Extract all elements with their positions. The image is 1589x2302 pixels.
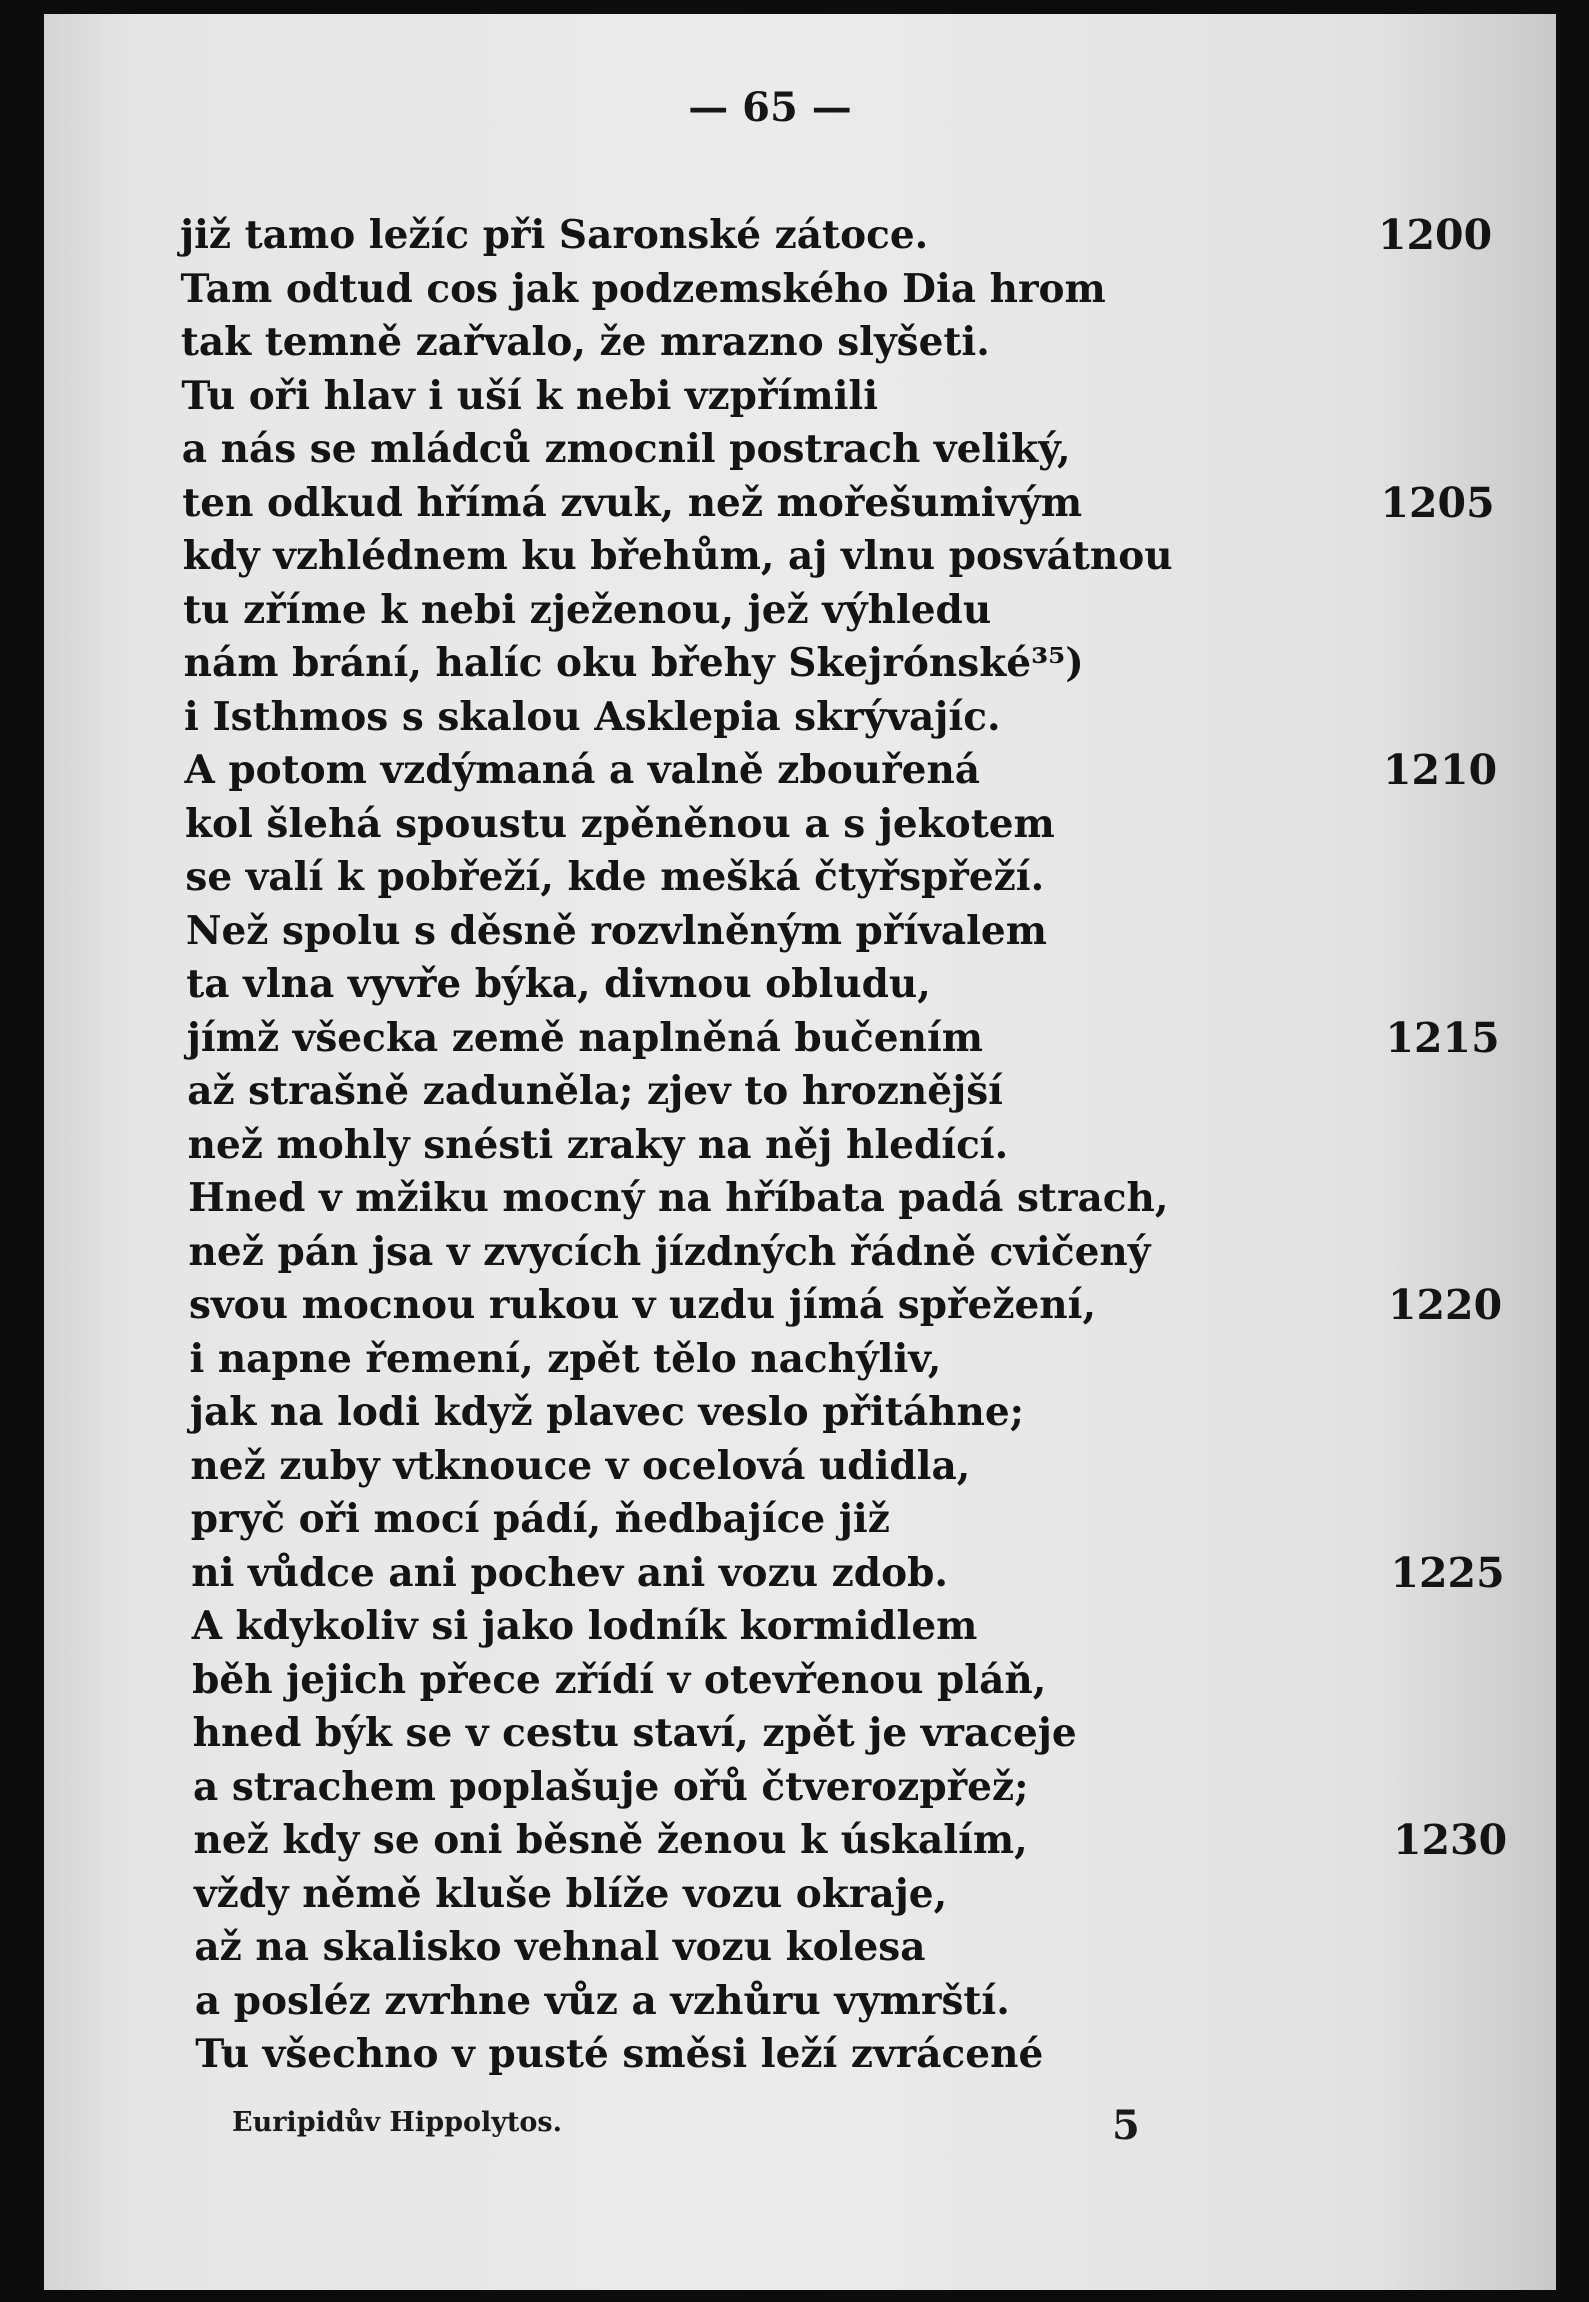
verse-text: A potom vzdýmaná a valně zbouřená <box>184 747 981 793</box>
verse-text: pryč oři mocí pádí, ňedbajíce již <box>190 1496 890 1542</box>
verse-text: jak na lodi když plavec veslo přitáhne; <box>189 1389 1025 1435</box>
verse-text: se valí k pobřeží, kde mešká čtyřspřeží. <box>185 854 1045 900</box>
verse-text: vždy němě kluše blíže vozu okraje, <box>193 1870 948 1917</box>
verse-text: i Isthmos s skalou Asklepia skrývajíc. <box>184 693 1001 740</box>
line-number: 1230 <box>1393 1816 1508 1864</box>
verse-text: tu zříme k nebi zježenou, jež výhledu <box>183 586 992 633</box>
verse-text: kdy vzhlédnem ku břehům, aj vlnu posvátnou <box>182 533 1173 579</box>
line-number: 1205 <box>1380 478 1495 527</box>
signature-mark: 5 <box>1112 2102 1140 2149</box>
verse-text: ta vlna vyvře býka, divnou obludu, <box>186 961 931 1007</box>
verse-text: Hned v mžiku mocný na hříbata padá strach, <box>188 1175 1169 1221</box>
line-number: 1225 <box>1390 1548 1505 1597</box>
verse-text: ten odkud hřímá zvuk, než mořešumivým <box>182 479 1083 526</box>
verse-text: až na skalisko vehnal vozu kolesa <box>194 1924 926 1970</box>
verse-text: svou mocnou rukou v uzdu jímá spřežení, <box>189 1282 1097 1328</box>
running-footer-title: Euripidův Hippolytos. <box>232 2107 562 2138</box>
verse-text: již tamo ležíc při Saronské zátoce. <box>180 212 929 258</box>
verse-text: tak temně zařvalo, že mrazno slyšeti. <box>180 319 990 365</box>
verse-text: a nás se mládců zmocnil postrach veliký, <box>181 426 1071 472</box>
verse-text: i napne řemení, zpět tělo nachýliv, <box>189 1335 942 1382</box>
verse-text: běh jejich přece zřídí v otevřenou pláň, <box>192 1656 1047 1703</box>
line-number: 1210 <box>1383 746 1498 794</box>
verse-text: hned býk se v cestu staví, zpět je vraceje <box>192 1710 1077 1756</box>
verse-text: Tam odtud cos jak podzemského Dia hrom <box>180 265 1106 312</box>
verse-text: ni vůdce ani pochev ani vozu zdob. <box>191 1549 948 1596</box>
line-number: 1220 <box>1388 1281 1503 1329</box>
verse-text: než kdy se oni běsně ženou k úskalím, <box>193 1817 1028 1863</box>
verse-text: Než spolu s děsně rozvlněným přívalem <box>185 907 1048 954</box>
page-number: — 65 — <box>688 84 852 131</box>
verse-text: Tu všechno v pusté směsi leží zvrácené <box>195 2031 1044 2077</box>
verse-text: až strašně zaduněla; zjev to hroznější <box>187 1068 1003 1114</box>
line-number: 1200 <box>1378 211 1493 259</box>
verse-text: než zuby vtknouce v ocelová udidla, <box>190 1442 971 1489</box>
verse-text: a strachem poplašuje ořů čtverozpřež; <box>193 1763 1029 1810</box>
line-number: 1215 <box>1385 1013 1500 1062</box>
verse-text: než pán jsa v zvycích jízdných řádně cvičený <box>188 1228 1151 1275</box>
verse-text: jímž všecka země naplněná bučením <box>186 1014 984 1061</box>
verse-text: nám brání, halíc oku břehy Skejrónské³⁵) <box>183 640 1084 686</box>
verse-text: Tu oři hlav i uší k nebi vzpřímili <box>181 372 879 419</box>
verse-text: A kdykoliv si jako lodník kormidlem <box>191 1603 978 1649</box>
verse-text: kol šlehá spoustu zpěněnou a s jekotem <box>184 800 1055 847</box>
verse-text: a posléz zvrhne vůz a vzhůru vymrští. <box>194 1977 1010 2024</box>
verse-text: než mohly snésti zraky na něj hledící. <box>187 1121 1009 1168</box>
